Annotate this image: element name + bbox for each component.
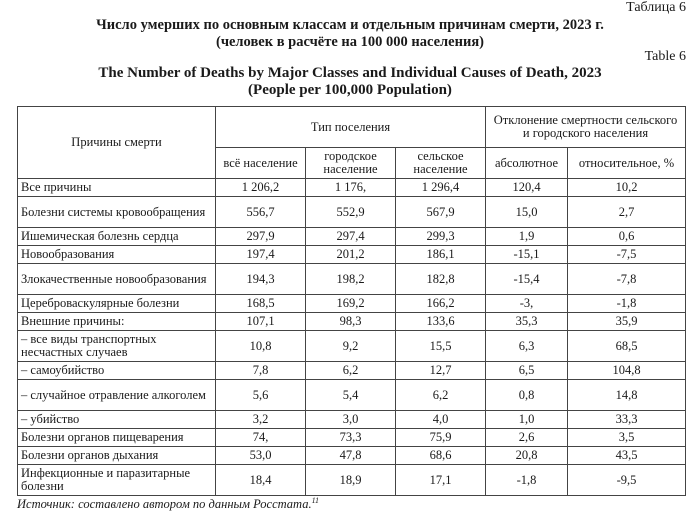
value-all: 74, (216, 429, 306, 447)
title-ru: Число умерших по основным классам и отдельным причинам смерти, 2023 г. (96, 17, 604, 33)
title-en: The Number of Deaths by Major Classes and Individual Causes of Death, 2023 (98, 65, 602, 81)
row-name: Внешние причины: (18, 313, 216, 331)
value-absolute: -15,4 (486, 264, 568, 295)
value-relative: 68,5 (568, 331, 686, 362)
table-row (18, 295, 686, 313)
header-relative: относительное, % (568, 148, 686, 179)
value-urban: 1 176, (306, 179, 396, 197)
value-absolute: -1,8 (486, 465, 568, 496)
header-all-population: всё население (216, 148, 306, 179)
table-row (18, 362, 686, 380)
table-row (18, 429, 686, 447)
value-rural: 17,1 (396, 465, 486, 496)
value-absolute: 1,9 (486, 228, 568, 246)
value-relative: 3,5 (568, 429, 686, 447)
table-row (18, 197, 686, 228)
value-absolute: 15,0 (486, 197, 568, 228)
table-row (18, 313, 686, 331)
value-rural: 6,2 (396, 380, 486, 411)
mortality-table (17, 106, 686, 496)
value-absolute: 20,8 (486, 447, 568, 465)
value-all: 3,2 (216, 411, 306, 429)
table-row (18, 447, 686, 465)
row-name: – самоубийство (18, 362, 216, 380)
value-rural: 182,8 (396, 264, 486, 295)
value-absolute: 0,8 (486, 380, 568, 411)
value-absolute: 2,6 (486, 429, 568, 447)
value-rural: 75,9 (396, 429, 486, 447)
table-row (18, 380, 686, 411)
header-deviation: Отклонение смертности сельского и городского населения (486, 107, 686, 148)
header-rural: сельское население (396, 148, 486, 179)
value-urban: 98,3 (306, 313, 396, 331)
table-row (18, 228, 686, 246)
value-all: 297,9 (216, 228, 306, 246)
table-row (18, 465, 686, 496)
footnote-marker: 11 (311, 496, 320, 505)
value-rural: 186,1 (396, 246, 486, 264)
value-all: 1 206,2 (216, 179, 306, 197)
header-cause: Причины смерти (18, 107, 216, 179)
value-relative: -9,5 (568, 465, 686, 496)
value-absolute: 6,3 (486, 331, 568, 362)
value-urban: 47,8 (306, 447, 396, 465)
source-text: Источник: составлено автором по данным Росстата. (17, 497, 312, 512)
value-relative: 43,5 (568, 447, 686, 465)
value-absolute: -3, (486, 295, 568, 313)
row-name: Болезни органов дыхания (18, 447, 216, 465)
subtitle-en: (People per 100,000 Population) (248, 82, 452, 98)
value-urban: 201,2 (306, 246, 396, 264)
header-settlement-type: Тип поселения (216, 107, 486, 148)
table-row (18, 246, 686, 264)
value-all: 197,4 (216, 246, 306, 264)
value-relative: 33,3 (568, 411, 686, 429)
row-name: Инфекционные и паразитарные болезни (18, 465, 216, 496)
value-relative: 10,2 (568, 179, 686, 197)
subtitle-ru: (человек в расчёте на 100 000 населения) (215, 34, 484, 50)
value-urban: 552,9 (306, 197, 396, 228)
header-absolute: абсолютное (486, 148, 568, 179)
table-row (18, 411, 686, 429)
value-relative: 14,8 (568, 380, 686, 411)
value-absolute: 1,0 (486, 411, 568, 429)
value-rural: 4,0 (396, 411, 486, 429)
source-note (17, 496, 319, 512)
table-body (18, 179, 686, 496)
value-relative: 104,8 (568, 362, 686, 380)
value-urban: 198,2 (306, 264, 396, 295)
value-relative: 35,9 (568, 313, 686, 331)
row-name: Цереброваскулярные болезни (18, 295, 216, 313)
row-name: Ишемическая болезнь сердца (18, 228, 216, 246)
value-urban: 73,3 (306, 429, 396, 447)
row-name: Болезни системы кровообращения (18, 197, 216, 228)
value-all: 168,5 (216, 295, 306, 313)
row-name: – убийство (18, 411, 216, 429)
value-urban: 169,2 (306, 295, 396, 313)
row-name: Злокачественные новообразования (18, 264, 216, 295)
value-rural: 299,3 (396, 228, 486, 246)
value-all: 556,7 (216, 197, 306, 228)
row-name: Все причины (18, 179, 216, 197)
value-all: 194,3 (216, 264, 306, 295)
value-urban: 18,9 (306, 465, 396, 496)
value-rural: 133,6 (396, 313, 486, 331)
value-absolute: 6,5 (486, 362, 568, 380)
row-name: Новообразования (18, 246, 216, 264)
value-all: 10,8 (216, 331, 306, 362)
value-all: 107,1 (216, 313, 306, 331)
value-rural: 68,6 (396, 447, 486, 465)
value-urban: 5,4 (306, 380, 396, 411)
value-urban: 3,0 (306, 411, 396, 429)
value-all: 7,8 (216, 362, 306, 380)
value-rural: 166,2 (396, 295, 486, 313)
value-relative: 2,7 (568, 197, 686, 228)
value-urban: 297,4 (306, 228, 396, 246)
value-rural: 15,5 (396, 331, 486, 362)
value-absolute: -15,1 (486, 246, 568, 264)
value-relative: -7,5 (568, 246, 686, 264)
value-rural: 12,7 (396, 362, 486, 380)
value-urban: 9,2 (306, 331, 396, 362)
row-name: – все виды транспортных несчастных случаев (18, 331, 216, 362)
table-row (18, 179, 686, 197)
table-number-ru: Таблица 6 (626, 0, 686, 15)
value-absolute: 35,3 (486, 313, 568, 331)
value-urban: 6,2 (306, 362, 396, 380)
value-relative: -7,8 (568, 264, 686, 295)
row-name: Болезни органов пищеварения (18, 429, 216, 447)
header-urban: городское население (306, 148, 396, 179)
value-rural: 567,9 (396, 197, 486, 228)
value-relative: -1,8 (568, 295, 686, 313)
value-all: 5,6 (216, 380, 306, 411)
table-number-en: Table 6 (644, 49, 686, 64)
value-relative: 0,6 (568, 228, 686, 246)
value-all: 53,0 (216, 447, 306, 465)
value-rural: 1 296,4 (396, 179, 486, 197)
value-all: 18,4 (216, 465, 306, 496)
value-absolute: 120,4 (486, 179, 568, 197)
row-name: – случайное отравление алкоголем (18, 380, 216, 411)
table-row (18, 331, 686, 362)
table-row (18, 264, 686, 295)
